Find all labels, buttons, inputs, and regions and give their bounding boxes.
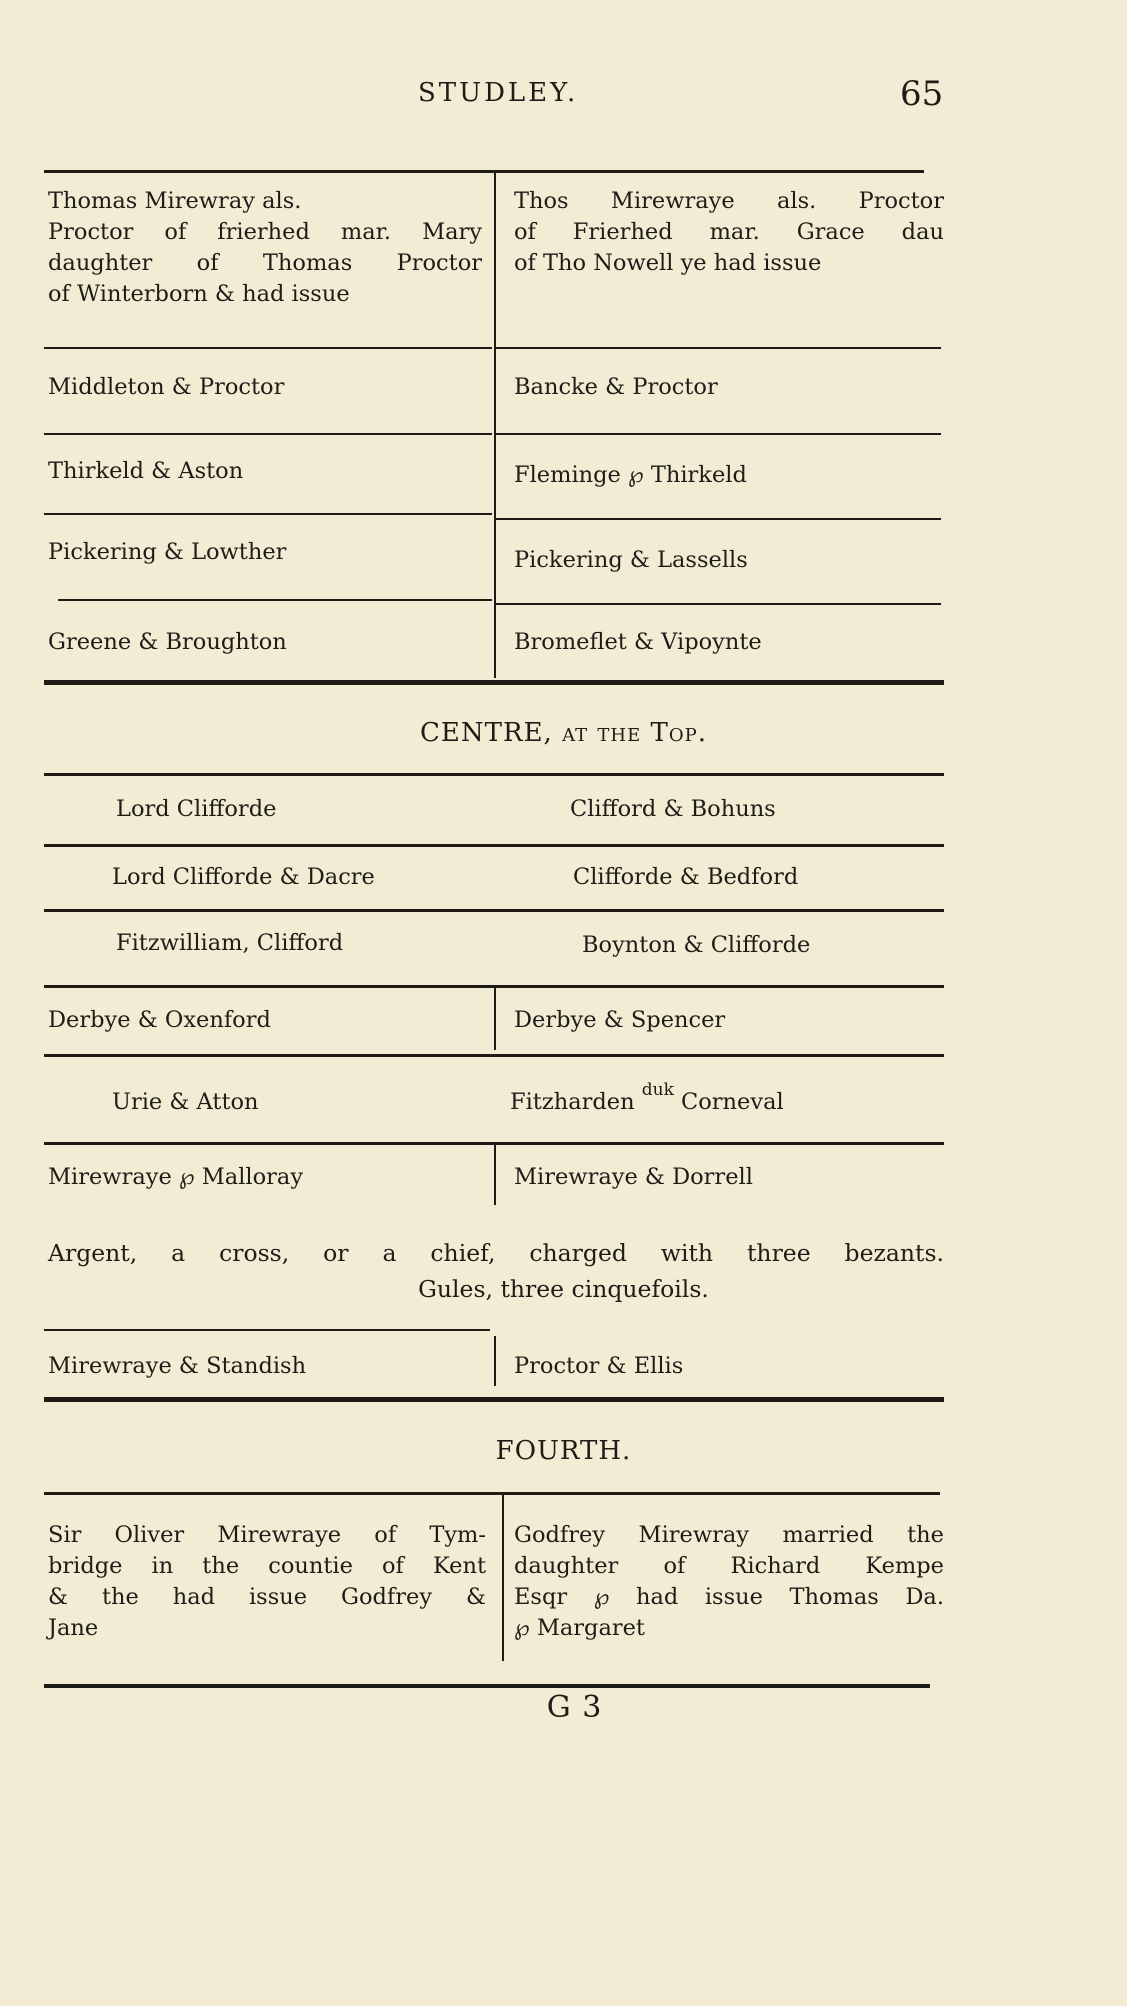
cell-right-3: Fleminge ℘ Thirkeld [514, 462, 747, 488]
centre-heading: CENTRE, at the Top. [420, 718, 707, 748]
cell-right-5: Bromeflet & Vipoynte [514, 629, 762, 655]
table-rule [44, 773, 944, 776]
table-rule-thick [44, 680, 944, 685]
table-rule [44, 909, 944, 912]
page-header [0, 74, 1127, 118]
page-number: 65 [900, 74, 944, 114]
column-divider [494, 1145, 496, 1205]
cell-right-8: Boynton & Clifforde [582, 932, 811, 958]
cell-left-8: Fitzwilliam, Clifford [116, 930, 344, 956]
table-rule [496, 347, 941, 349]
cell-left-11: Mirewraye ℘ Malloray [48, 1164, 304, 1190]
cell-left-9: Derbye & Oxenford [48, 1007, 271, 1033]
signature-mark: G 3 [546, 1690, 603, 1725]
column-divider [494, 1336, 496, 1386]
cell-right-6: Clifford & Bohuns [570, 796, 776, 822]
column-divider [494, 988, 496, 1050]
table-rule [496, 603, 941, 605]
cell-left-2: Middleton & Proctor [48, 374, 285, 400]
cell-right-10: Fitzharden $^{duk}$ Corneval [510, 1080, 784, 1115]
table-rule [44, 1054, 944, 1057]
cell-left-12: Mirewraye & Standish [48, 1353, 307, 1379]
cell-left-10: Urie & Atton [112, 1089, 259, 1115]
cell-right-4: Pickering & Lassells [514, 547, 748, 573]
table-rule-thick [44, 1684, 930, 1688]
cell-right-11: Mirewraye & Dorrell [514, 1164, 753, 1190]
cell-right-12: Proctor & Ellis [514, 1353, 684, 1379]
table-rule [496, 518, 941, 520]
table-rule [44, 433, 492, 435]
blazon-line-2: Gules, three cinquefoils. [418, 1275, 709, 1303]
table-rule [44, 513, 492, 515]
table-rule [44, 1329, 490, 1331]
cell-left-1: Thomas Mirewray als. Proctor of frierhed mar. Mary daughter of Thomas Proctor of Winterborn & had issue [48, 188, 482, 307]
cell-left-4: Pickering & Lowther [48, 539, 287, 565]
table-rule [58, 599, 492, 601]
cell-left-7: Lord Clifforde & Dacre [112, 864, 375, 890]
cell-right-7: Clifforde & Bedford [573, 864, 799, 890]
cell-left-5: Greene & Broughton [48, 629, 287, 655]
cell-left-13: Sir Oliver Mirewraye of Tym- bridge in the countie of Kent & the had issue Godfrey & Jane [48, 1522, 486, 1641]
table-rule [44, 1492, 940, 1495]
table-rule [44, 844, 944, 847]
cell-left-6: Lord Clifforde [116, 796, 277, 822]
column-divider [502, 1495, 504, 1661]
cell-right-2: Bancke & Proctor [514, 374, 718, 400]
table-rule [44, 170, 924, 173]
table-rule [44, 347, 492, 349]
cell-right-1: Thos Mirewraye als. Proctor of Frierhed mar. Grace dau of Tho Nowell ye had issue [514, 188, 944, 276]
fourth-heading: FOURTH. [495, 1436, 632, 1466]
cell-right-9: Derbye & Spencer [514, 1007, 726, 1033]
running-title: STUDLEY. [418, 78, 579, 108]
table-rule-thick [44, 1397, 944, 1402]
cell-left-3: Thirkeld & Aston [48, 458, 244, 484]
cell-right-13: Godfrey Mirewray married the daughter of Richard Kempe Esqr ℘ had issue Thomas Da. ℘ Margaret [514, 1522, 944, 1641]
blazon-line-1: Argent, a cross, or a chief, charged with three bezants. [48, 1239, 944, 1267]
table-rule [496, 433, 941, 435]
